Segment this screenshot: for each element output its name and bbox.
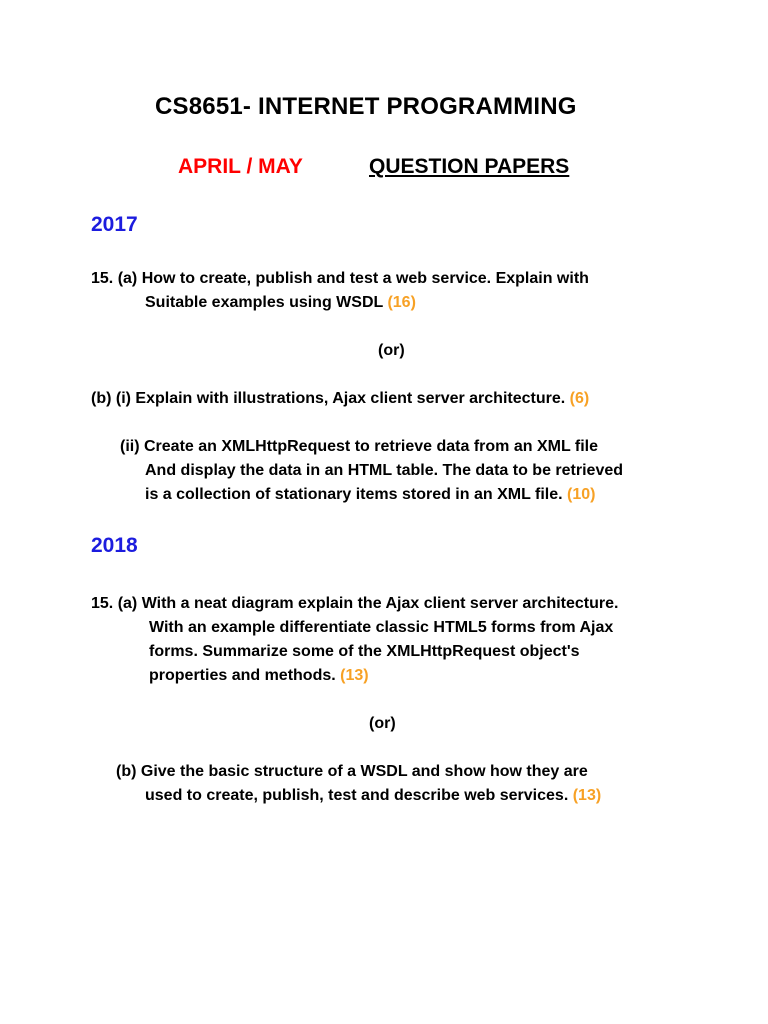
- question-2017-a-line1: 15. (a) How to create, publish and test a web service. Explain with: [91, 270, 589, 287]
- marks-badge: (16): [387, 294, 416, 311]
- marks-badge: (6): [569, 390, 590, 407]
- question-text: used to create, publish, test and describe web services.: [145, 787, 569, 804]
- question-2017-b-ii-line3: [145, 483, 595, 507]
- or-separator-2017: (or): [378, 342, 405, 359]
- page-title: CS8651- INTERNET PROGRAMMING: [155, 93, 577, 120]
- marks-badge: (13): [572, 787, 602, 804]
- question-2018-a-line3: forms. Summarize some of the XMLHttpRequest object's: [149, 643, 580, 660]
- section-heading: QUESTION PAPERS: [369, 155, 570, 178]
- question-text: Suitable examples using WSDL: [145, 294, 383, 311]
- question-2017-b-ii-line2: And display the data in an HTML table. The data to be retrieved: [145, 462, 624, 479]
- marks-badge: (10): [567, 486, 596, 503]
- question-2018-a-line4: [149, 664, 369, 688]
- exam-session: APRIL / MAY: [178, 155, 303, 178]
- year-heading-2017: 2017: [91, 213, 138, 236]
- question-2017-b-i: [91, 387, 589, 411]
- question-2017-a-line2: [145, 291, 416, 315]
- question-text: is a collection of stationary items stored in an XML file.: [145, 486, 563, 503]
- question-2017-b-ii-line1: (ii) Create an XMLHttpRequest to retrieve data from an XML file: [120, 438, 599, 455]
- marks-badge: (13): [340, 667, 369, 684]
- question-2018-a-line2: With an example differentiate classic HTML5 forms from Ajax: [149, 619, 614, 636]
- question-2018-a-line1: 15. (a) With a neat diagram explain the Ajax client server architecture.: [91, 595, 619, 612]
- question-2018-b-line2: [145, 784, 601, 808]
- year-heading-2018: 2018: [91, 534, 138, 557]
- or-separator-2018: (or): [369, 715, 396, 732]
- question-2018-b-line1: (b) Give the basic structure of a WSDL and show how they are: [116, 763, 588, 780]
- question-text: properties and methods.: [149, 667, 336, 684]
- question-text: (b) (i) Explain with illustrations, Ajax client server architecture.: [91, 390, 566, 407]
